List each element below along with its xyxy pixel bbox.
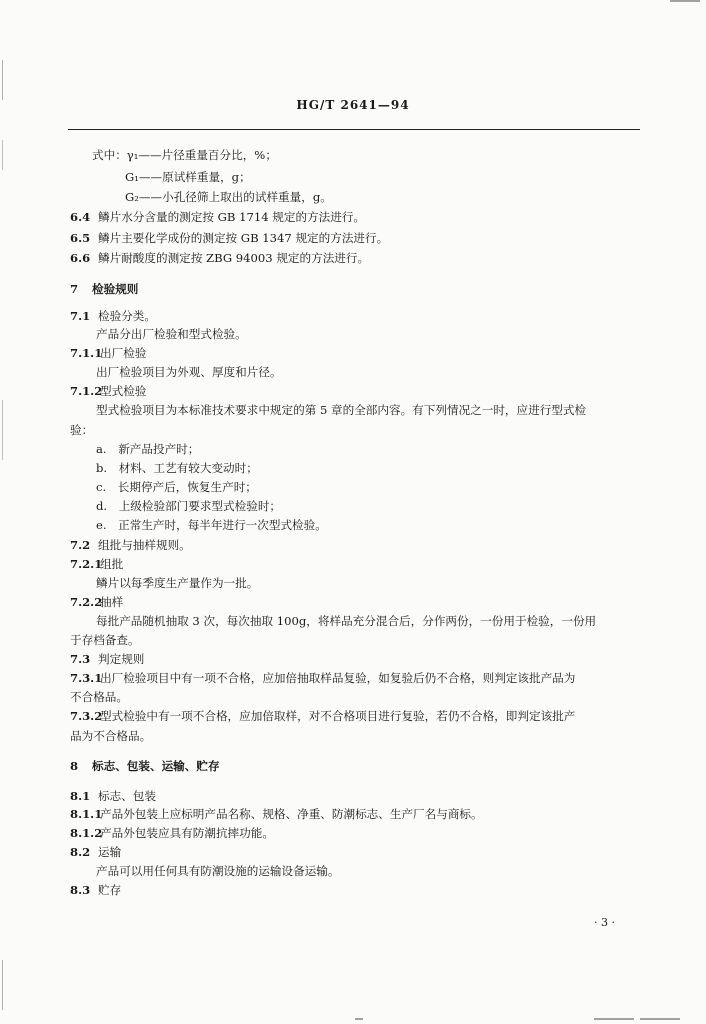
clause-text: 型式检验 — [100, 384, 147, 398]
clause-text: 抽样 — [100, 595, 124, 609]
clause-text: e. 正常生产时，每半年进行一次型式检验。 — [96, 518, 327, 532]
clause-text: 不合格品。 — [70, 690, 128, 704]
clause-text: d. 上级检验部门要求型式检验时； — [96, 499, 282, 513]
text-line — [96, 460, 258, 476]
clause-number: 6.5 — [70, 231, 91, 245]
clause-number: 6.4 — [70, 210, 91, 224]
clause-number: 8 — [70, 759, 79, 773]
clause-number: 7.3 — [70, 652, 91, 666]
clause-text: 鳞片水分含量的测定按 GB 1714 规定的方法进行。 — [98, 210, 366, 224]
clause-number: 7.3.2 — [70, 709, 103, 723]
text-line — [70, 281, 138, 297]
clause-text: b. 材料、工艺有较大变动时； — [96, 461, 258, 475]
text-line — [96, 863, 339, 879]
clause-text: a. 新产品投产时； — [96, 442, 200, 456]
clause-text: 判定规则 — [98, 652, 145, 666]
clause-number: 7.2 — [70, 538, 91, 552]
clause-text: 运输 — [98, 845, 122, 859]
text-line — [70, 670, 575, 686]
text-line — [125, 169, 251, 185]
clause-text: 产品可以用任何具有防潮设施的运输设备运输。 — [96, 864, 340, 878]
text-line — [70, 651, 144, 667]
text-line — [125, 189, 332, 205]
clause-number: 7.1.2 — [70, 384, 103, 398]
text-line — [70, 844, 121, 860]
text-line — [96, 613, 596, 629]
scan-mark — [670, 0, 700, 2]
scan-mark — [355, 1018, 363, 1020]
clause-number: 7.1 — [70, 309, 91, 323]
clause-text: 产品外包装应具有防潮抗摔功能。 — [100, 826, 274, 840]
clause-text: 组批 — [100, 557, 124, 571]
clause-text: 每批产品随机抽取 3 次，每次抽取 100g，将样品充分混合后，分作两份，一份用于检验，一份用 — [96, 614, 597, 628]
text-line — [70, 728, 151, 744]
clause-text: 式中：γ₁——片径重量百分比，%； — [92, 148, 277, 162]
clause-text: G₁——原试样重量，g； — [125, 170, 251, 184]
text-line — [96, 441, 199, 457]
clause-number: 7 — [70, 282, 79, 296]
scan-mark — [2, 960, 3, 1010]
clause-text: 检验分类。 — [98, 309, 156, 323]
clause-number: 8.1.1 — [70, 807, 103, 821]
clause-text: 出厂检验 — [100, 346, 147, 360]
text-line — [70, 383, 146, 399]
clause-text: 验： — [70, 423, 94, 437]
text-line — [96, 402, 586, 418]
clause-text: 标志、包装 — [98, 789, 156, 803]
clause-number: 8.1.2 — [70, 826, 103, 840]
text-line — [70, 689, 128, 705]
text-line — [96, 517, 327, 533]
text-line — [96, 326, 247, 342]
text-line — [70, 632, 140, 648]
clause-text: 出厂检验项目为外观、厚度和片径。 — [96, 365, 282, 379]
page-number: · 3 · — [594, 916, 615, 929]
text-line — [92, 147, 277, 163]
clause-text: 出厂检验项目中有一项不合格，应加倍抽取样品复验，如复验后仍不合格，则判定该批产品为 — [100, 671, 576, 685]
clause-text: 产品分出厂检验和型式检验。 — [96, 327, 247, 341]
clause-text: 品为不合格品。 — [70, 729, 152, 743]
text-line — [70, 594, 123, 610]
text-line — [96, 498, 281, 514]
clause-text: 贮存 — [98, 883, 122, 897]
clause-text: 鳞片耐酸度的测定按 ZBG 94003 规定的方法进行。 — [98, 251, 370, 265]
clause-text: c. 长期停产后，恢复生产时； — [96, 480, 257, 494]
text-line — [70, 708, 575, 724]
clause-number: 8.1 — [70, 789, 91, 803]
text-line — [96, 479, 257, 495]
text-line — [70, 209, 365, 225]
text-line — [96, 364, 282, 380]
text-line — [70, 556, 123, 572]
scan-mark — [640, 1018, 680, 1020]
header-rule — [68, 129, 640, 130]
clause-text: 检验规则 — [92, 282, 139, 296]
scan-mark — [2, 140, 3, 170]
text-line — [70, 230, 388, 246]
clause-number: 6.6 — [70, 251, 91, 265]
clause-number: 7.2.1 — [70, 557, 103, 571]
clause-text: 产品外包装上应标明产品名称、规格、净重、防潮标志、生产厂名与商标。 — [100, 807, 483, 821]
clause-number: 7.3.1 — [70, 671, 103, 685]
clause-number: 8.3 — [70, 883, 91, 897]
text-line — [70, 758, 220, 774]
page-header: HG/T 2641—94 — [296, 98, 410, 112]
scan-mark — [2, 400, 3, 460]
scan-mark — [594, 1018, 634, 1020]
clause-text: 鳞片以每季度生产量作为一批。 — [96, 576, 259, 590]
text-line — [70, 537, 191, 553]
text-line — [70, 882, 121, 898]
text-line — [70, 806, 483, 822]
clause-text: 鳞片主要化学成份的测定按 GB 1347 规定的方法进行。 — [98, 231, 389, 245]
text-line — [70, 345, 146, 361]
clause-text: G₂——小孔径筛上取出的试样重量，g。 — [125, 190, 332, 204]
scan-mark — [2, 60, 3, 100]
text-line — [96, 575, 258, 591]
clause-text: 标志、包装、运输、贮存 — [92, 759, 220, 773]
text-line — [70, 250, 369, 266]
clause-number: 8.2 — [70, 845, 91, 859]
clause-text: 于存档备查。 — [70, 633, 140, 647]
clause-text: 组批与抽样规则。 — [98, 538, 191, 552]
text-line — [70, 308, 156, 324]
clause-text: 型式检验项目为本标准技术要求中规定的第 5 章的全部内容。有下列情况之一时，应进行型式检 — [96, 403, 587, 417]
clause-number: 7.2.2 — [70, 595, 103, 609]
text-line — [70, 422, 93, 438]
text-line — [70, 788, 156, 804]
clause-text: 型式检验中有一项不合格，应加倍取样，对不合格项目进行复验，若仍不合格，即判定该批产 — [100, 709, 576, 723]
clause-number: 7.1.1 — [70, 346, 103, 360]
text-line — [70, 825, 274, 841]
